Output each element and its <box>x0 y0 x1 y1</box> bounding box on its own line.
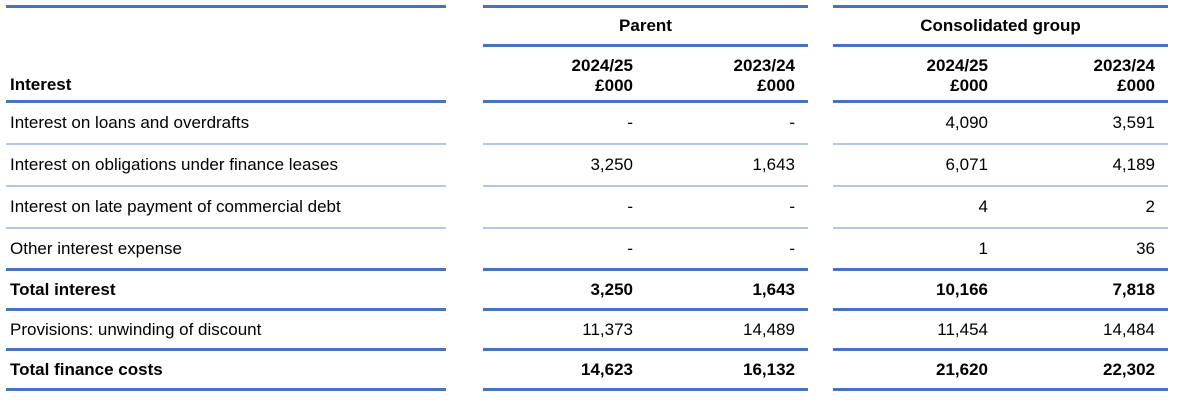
table-row <box>6 187 1168 229</box>
table-row-total-finance-costs <box>6 351 1168 391</box>
row-label: Total finance costs <box>6 351 446 391</box>
col-unit: £000 <box>595 76 633 95</box>
table-row <box>6 229 1168 271</box>
row-label: Interest on loans and overdrafts <box>6 103 446 145</box>
cell-value: - <box>483 103 646 145</box>
col-header-parent-2024-25 <box>483 47 646 103</box>
cell-value: - <box>646 103 808 145</box>
cell-value: 4,090 <box>833 103 1001 145</box>
table-row <box>6 145 1168 187</box>
cell-value: 4 <box>833 187 1001 229</box>
group-header-parent: Parent <box>483 5 808 47</box>
cell-value: 14,489 <box>646 311 808 351</box>
cell-value: 6,071 <box>833 145 1001 187</box>
cell-value: 2 <box>1001 187 1168 229</box>
group-header-row <box>6 5 1168 47</box>
group-header-spacer <box>6 5 446 47</box>
row-label: Interest on obligations under finance leases <box>6 145 446 187</box>
cell-value: 4,189 <box>1001 145 1168 187</box>
col-year: 2024/25 <box>926 56 988 75</box>
cell-value: 1 <box>833 229 1001 271</box>
cell-value: - <box>646 229 808 271</box>
col-year: 2023/24 <box>733 56 795 75</box>
cell-value: 3,250 <box>483 145 646 187</box>
row-header-title: Interest <box>6 47 446 103</box>
cell-value: 22,302 <box>1001 351 1168 391</box>
col-unit: £000 <box>1117 76 1155 95</box>
row-label: Total interest <box>6 271 446 311</box>
cell-value: 10,166 <box>833 271 1001 311</box>
col-header-consolidated-2024-25 <box>833 47 1001 103</box>
column-header-row <box>6 47 1168 103</box>
col-unit: £000 <box>757 76 795 95</box>
cell-value: - <box>483 187 646 229</box>
cell-value: 14,623 <box>483 351 646 391</box>
cell-value: 3,591 <box>1001 103 1168 145</box>
col-header-parent-2023-24 <box>646 47 808 103</box>
cell-value: 1,643 <box>646 271 808 311</box>
row-label: Provisions: unwinding of discount <box>6 311 446 351</box>
col-year: 2023/24 <box>1093 56 1155 75</box>
cell-value: 36 <box>1001 229 1168 271</box>
cell-value: 11,454 <box>833 311 1001 351</box>
group-header-consolidated: Consolidated group <box>833 5 1168 47</box>
col-year: 2024/25 <box>571 56 633 75</box>
col-header-consolidated-2023-24 <box>1001 47 1168 103</box>
cell-value: 3,250 <box>483 271 646 311</box>
finance-costs-table <box>6 5 1168 391</box>
row-label: Other interest expense <box>6 229 446 271</box>
cell-value: 7,818 <box>1001 271 1168 311</box>
cell-value: 11,373 <box>483 311 646 351</box>
row-label: Interest on late payment of commercial debt <box>6 187 446 229</box>
cell-value: - <box>483 229 646 271</box>
cell-value: 1,643 <box>646 145 808 187</box>
cell-value: 21,620 <box>833 351 1001 391</box>
table-row-total-interest <box>6 271 1168 311</box>
table-row <box>6 103 1168 145</box>
cell-value: 14,484 <box>1001 311 1168 351</box>
cell-value: - <box>646 187 808 229</box>
cell-value: 16,132 <box>646 351 808 391</box>
table-row <box>6 311 1168 351</box>
col-unit: £000 <box>950 76 988 95</box>
